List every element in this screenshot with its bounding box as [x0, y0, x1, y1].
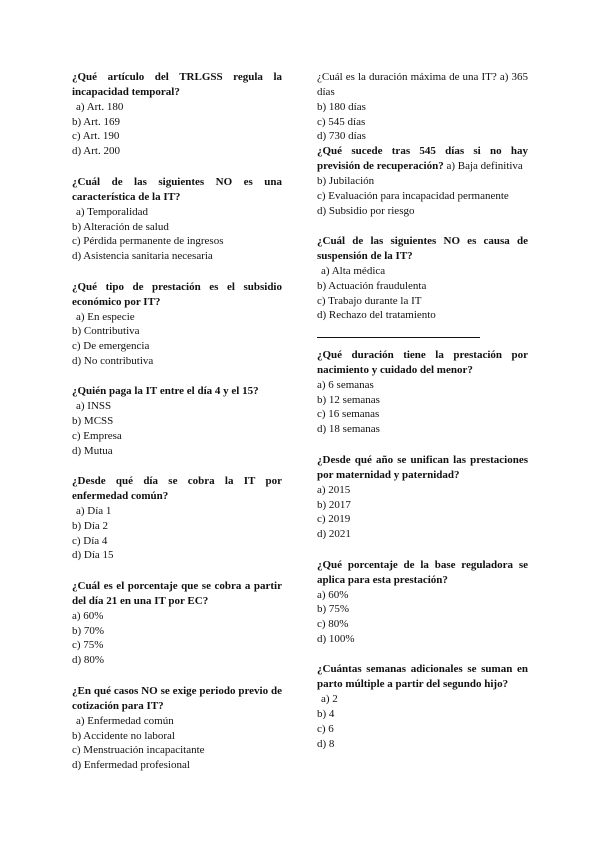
question-block [317, 558, 528, 647]
option-a: a) En especie [76, 310, 135, 323]
question-block [72, 684, 282, 773]
question-text: ¿Cuál de las siguientes NO es causa de suspensión de la IT? [317, 235, 528, 263]
option-a: a) Día 1 [76, 505, 112, 518]
option-a: a) 60% [72, 610, 104, 623]
question-text: ¿Qué porcentaje de la base reguladora se aplica para esta prestación? [317, 558, 528, 586]
option-b: b) Actuación fraudulenta [317, 279, 427, 292]
option-d: d) Enfermedad profesional [72, 758, 190, 771]
option-c: c) Pérdida permanente de ingresos [72, 235, 224, 248]
option-c: c) 6 [317, 722, 334, 735]
question-block [72, 579, 282, 668]
question-block [72, 70, 282, 159]
option-c: c) 80% [317, 618, 349, 631]
option-a: a) 6 semanas [317, 379, 374, 392]
option-b: b) 70% [72, 624, 105, 637]
option-a: a) Baja definitiva [446, 160, 523, 173]
option-b: b) Jubilación [317, 175, 375, 188]
option-a: a) INSS [76, 400, 112, 413]
option-d: d) Mutua [72, 444, 113, 457]
question-block [72, 474, 282, 563]
option-c: c) Evaluación para incapacidad permanente [317, 189, 509, 202]
option-b: b) 12 semanas [317, 393, 380, 406]
option-c: c) 545 días [317, 115, 366, 128]
question-text: ¿Desde qué día se cobra la IT por enfermedad común? [72, 475, 282, 503]
option-c: c) Art. 190 [72, 130, 120, 143]
option-d: d) 18 semanas [317, 423, 380, 436]
option-b: b) Día 2 [72, 519, 109, 532]
option-b: b) 4 [317, 708, 335, 721]
question-block [317, 144, 528, 218]
option-c: c) 16 semanas [317, 408, 380, 421]
option-c: c) Trabajo durante la IT [317, 294, 422, 307]
option-d: d) 100% [317, 632, 355, 645]
option-c: c) 75% [72, 639, 104, 652]
section-divider [317, 337, 480, 338]
option-c: c) Empresa [72, 429, 122, 442]
option-b: b) Contributiva [72, 325, 140, 338]
question-text [317, 144, 528, 174]
option-d: d) Subsidio por riesgo [317, 204, 415, 217]
option-a: a) Temporalidad [76, 205, 149, 218]
question-block [72, 280, 282, 369]
option-a: a) 60% [317, 588, 349, 601]
question-block [317, 453, 528, 542]
option-a: a) 2 [321, 693, 338, 706]
question-text: ¿En qué casos NO se exige periodo previo de cotización para IT? [72, 684, 282, 712]
question-block [317, 234, 528, 323]
option-d: d) Rechazo del tratamiento [317, 309, 436, 322]
question-text-bold: ¿Qué sucede tras 545 días si no hay previsión de recuperación? [317, 145, 528, 173]
option-d: d) Día 15 [72, 549, 114, 562]
question-text: ¿Cuál de las siguientes NO es una característica de la IT? [72, 175, 282, 203]
option-a: a) Enfermedad común [76, 714, 174, 727]
right-column [317, 70, 528, 764]
option-a: a) Alta médica [321, 265, 386, 278]
question-block [317, 70, 528, 144]
option-c: c) Menstruación incapacitante [72, 744, 205, 757]
question-text: ¿Cuántas semanas adicionales se suman en parto múltiple a partir del segundo hijo? [317, 663, 528, 691]
option-c: c) Día 4 [72, 534, 108, 547]
option-d: d) 2021 [317, 527, 351, 540]
option-d: d) Asistencia sanitaria necesaria [72, 249, 213, 262]
question-text: ¿Cuál es la duración máxima de una IT? a) 365 días [317, 71, 528, 98]
option-b: b) Accidente no laboral [72, 729, 175, 742]
question-text: ¿Quién paga la IT entre el día 4 y el 15? [72, 385, 259, 398]
option-c: c) 2019 [317, 513, 351, 526]
question-block [317, 348, 528, 437]
question-text: ¿Desde qué año se unifican las prestaciones por maternidad y paternidad? [317, 453, 528, 481]
option-d: d) Art. 200 [72, 145, 120, 158]
option-a: a) 2015 [317, 483, 351, 496]
left-column [72, 70, 282, 786]
option-b: b) Art. 169 [72, 115, 120, 128]
option-d: d) 80% [72, 654, 105, 667]
option-b: b) 75% [317, 603, 350, 616]
option-c: c) De emergencia [72, 340, 150, 353]
question-block [317, 662, 528, 751]
question-block [72, 175, 282, 264]
option-b: b) 180 días [317, 101, 366, 113]
option-b: b) MCSS [72, 415, 114, 428]
option-a: a) Art. 180 [76, 101, 124, 113]
option-d: d) No contributiva [72, 354, 154, 367]
option-b: b) 2017 [317, 498, 351, 511]
question-block [72, 384, 282, 458]
option-b: b) Alteración de salud [72, 220, 169, 233]
option-d: d) 730 días [317, 130, 366, 143]
option-d: d) 8 [317, 737, 335, 750]
question-text: ¿Cuál es el porcentaje que se cobra a partir del día 21 en una IT por EC? [72, 580, 282, 608]
question-text: ¿Qué artículo del TRLGSS regula la incapacidad temporal? [72, 71, 282, 98]
question-text: ¿Qué tipo de prestación es el subsidio económico por IT? [72, 280, 282, 308]
question-text: ¿Qué duración tiene la prestación por nacimiento y cuidado del menor? [317, 349, 528, 377]
